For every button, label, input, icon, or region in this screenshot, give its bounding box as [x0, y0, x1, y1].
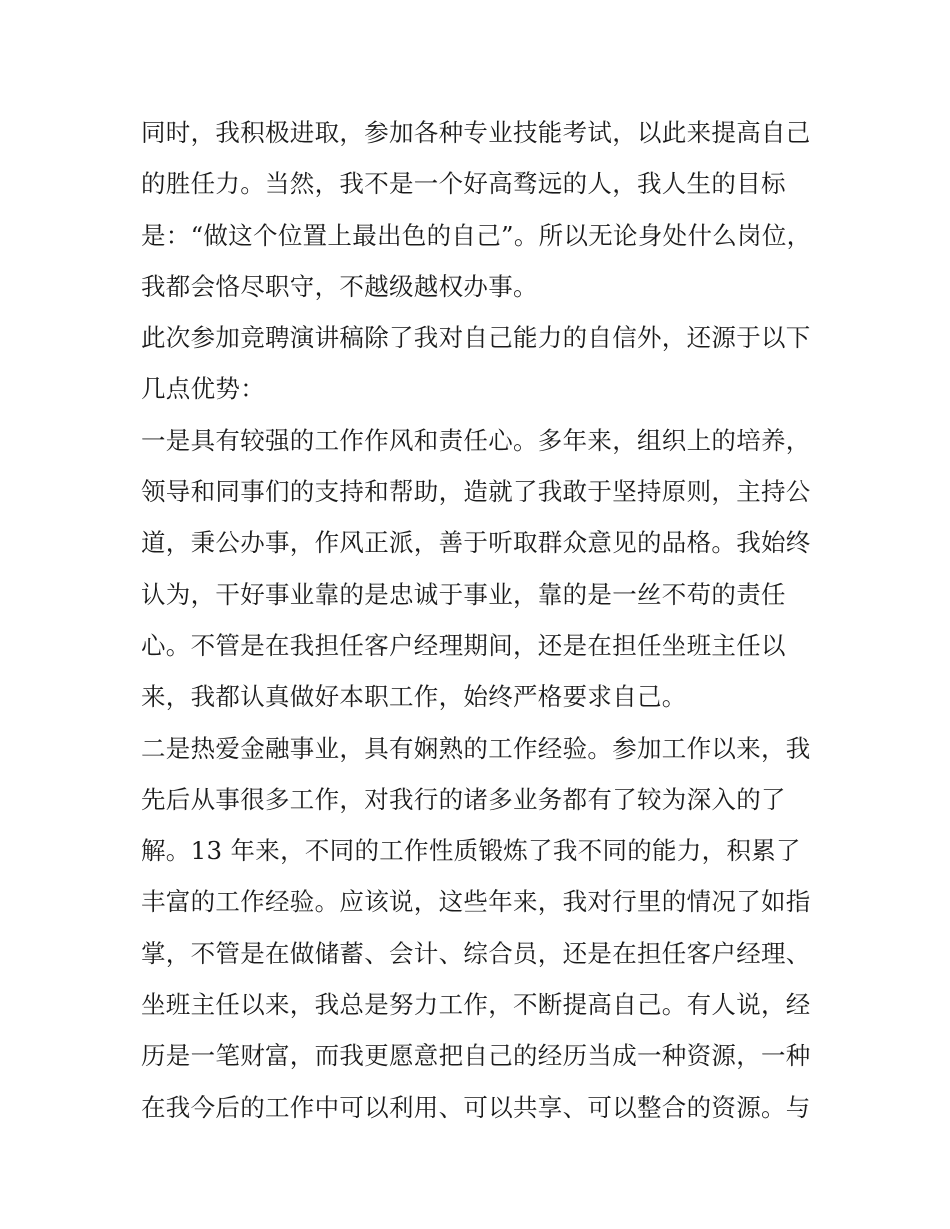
text-line-5: 此次参加竞聘演讲稿除了我对自己能力的自信外，还源于以下	[141, 323, 811, 353]
text-line-3: 是：“做这个位置上最出色的自己”。所以无论身处什么岗位，	[141, 220, 812, 250]
text-line-12: 来，我都认真做好本职工作，始终严格要求自己。	[141, 682, 687, 712]
text-line-9: 道，秉公办事，作风正派，善于听取群众意见的品格。我始终	[141, 528, 811, 558]
document-body	[141, 107, 821, 1133]
text-line-4: 我都会恪尽职守，不越级越权办事。	[141, 271, 538, 301]
text-line-17: 掌，不管是在做储蓄、会计、综合员，还是在担任客户经理、	[141, 938, 811, 968]
text-line-6: 几点优势：	[141, 374, 265, 404]
text-line-14: 先后从事很多工作，对我行的诸多业务都有了较为深入的了	[141, 784, 786, 814]
text-line-8: 领导和同事们的支持和帮助，造就了我敢于坚持原则，主持公	[141, 477, 811, 507]
text-line-11: 心。不管是在我担任客户经理期间，还是在担任坐班主任以	[141, 630, 786, 660]
text-line-1: 同时，我积极进取，参加各种专业技能考试，以此来提高自己	[141, 118, 811, 147]
text-line-7: 一是具有较强的工作作风和责任心。多年来，组织上的培养，	[141, 425, 811, 455]
text-line-2: 的胜任力。当然，我不是一个好高骛远的人，我人生的目标	[141, 169, 786, 199]
text-line-18: 坐班主任以来，我总是努力工作，不断提高自己。有人说，经	[141, 990, 811, 1020]
text-line-13: 二是热爱金融事业，具有娴熟的工作经验。参加工作以来，我	[141, 733, 811, 763]
text-line-20: 在我今后的工作中可以利用、可以共享、可以整合的资源。与	[141, 1092, 811, 1122]
text-line-16: 丰富的工作经验。应该说，这些年来，我对行里的情况了如指	[141, 887, 811, 917]
text-line-10: 认为，干好事业靠的是忠诚于事业，靠的是一丝不苟的责任	[141, 579, 786, 609]
text-line-19: 历是一笔财富，而我更愿意把自己的经历当成一种资源，一种	[141, 1041, 811, 1071]
text-line-15: 解。13 年来，不同的工作性质锻炼了我不同的能力，积累了	[141, 836, 801, 866]
